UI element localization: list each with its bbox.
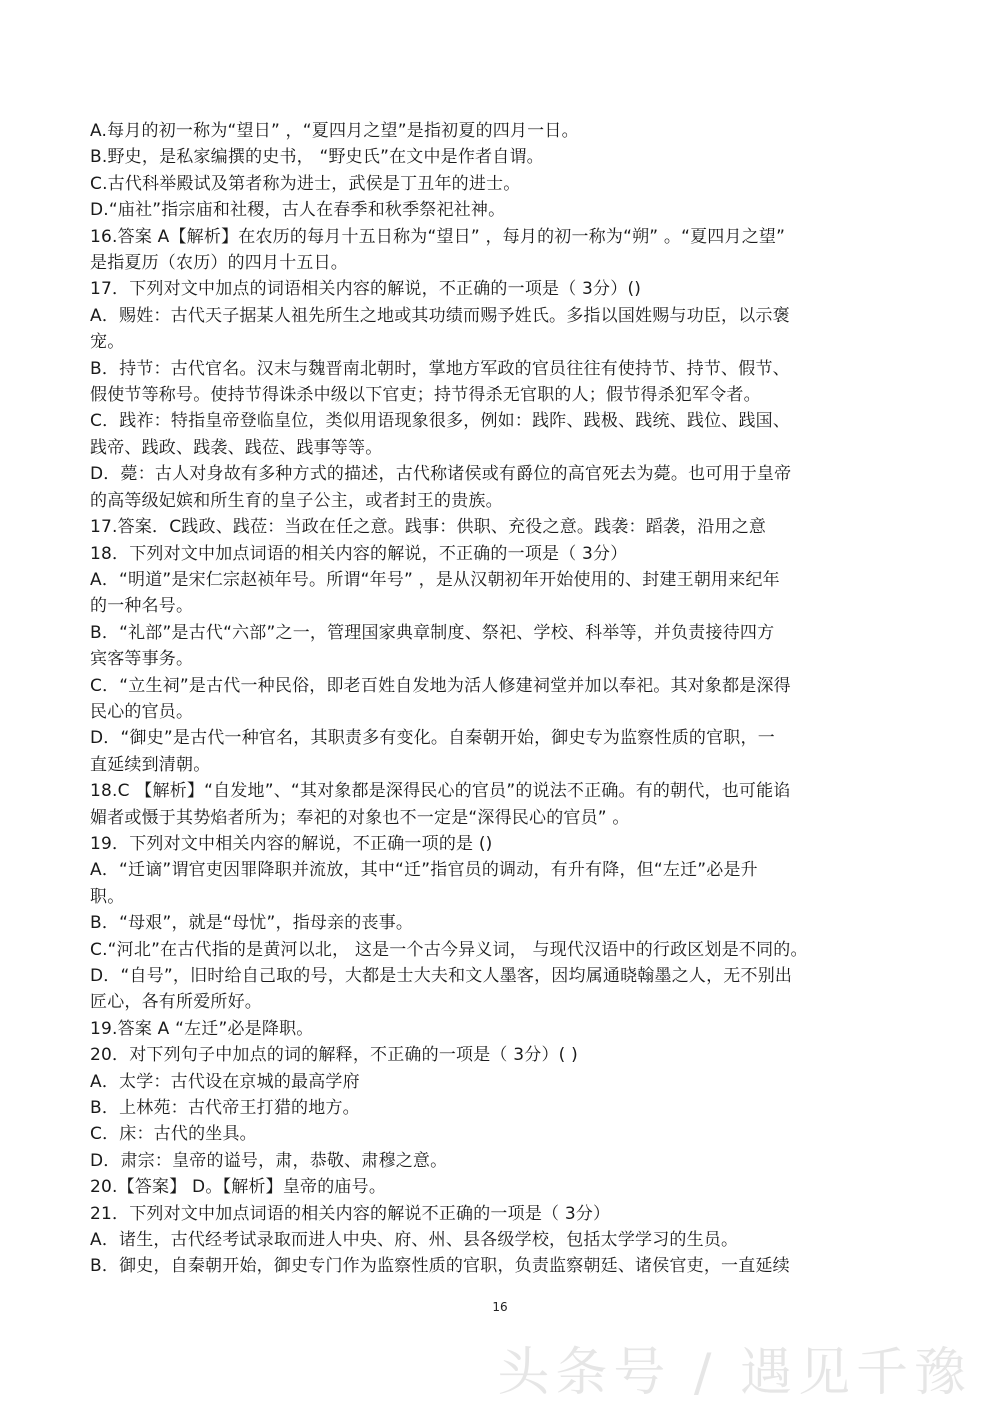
text-line: 21．下列对文中加点词语的相关内容的解说不正确的一项是（ 3分） <box>90 1203 611 1224</box>
text-line: C.“河北”在古代指的是黄河以北， 这是一个古今异义词， 与现代汉语中的行政区划是不同的。 <box>90 939 808 960</box>
text-line: A．“明道”是宋仁宗赵祯年号。所谓“年号” ，是从汉朝初年开始使用的、封建王朝用来纪年 <box>90 569 780 590</box>
text-line: 18．下列对文中加点词语的相关内容的解说，不正确的一项是（ 3分） <box>90 543 628 564</box>
text-line: 职。 <box>90 886 125 907</box>
text-line: 16.答案 A【解析】在农历的每月十五日称为“望日” ，每月的初一称为“朔” 。“夏四月之望” <box>90 226 786 247</box>
text-line: B．“礼部”是古代“六部”之一，管理国家典章制度、祭祀、学校、科举等，并负责接待四方 <box>90 622 775 643</box>
text-line: C．“立生祠”是古代一种民俗，即老百姓自发地为活人修建祠堂并加以奉祀。其对象都是深得 <box>90 675 791 696</box>
text-line: 的高等级妃嫔和所生育的皇子公主，或者封王的贵族。 <box>90 490 503 511</box>
text-line: B．持节：古代官名。汉末与魏晋南北朝时，掌地方军政的官员往往有使持节、持节、假节、 <box>90 358 790 379</box>
text-line: D．薨：古人对身故有多种方式的描述，古代称诸侯或有爵位的高官死去为薨。也可用于皇帝 <box>90 464 792 485</box>
text-line: B.野史，是私家编撰的史书， “野史氏”在文中是作者自谓。 <box>90 147 544 168</box>
text-line: 宠。 <box>90 332 125 353</box>
text-line: A.每月的初一称为“望日” ，“夏四月之望”是指初夏的四月一日。 <box>90 121 579 141</box>
text-line: A．赐姓：古代天子据某人祖先所生之地或其功绩而赐予姓氏。多指以国姓赐与功臣，以示褒 <box>90 305 790 326</box>
text-line: 19.答案 A “左迁”必是降职。 <box>90 1018 314 1039</box>
text-line: 直延续到清朝。 <box>90 754 211 775</box>
text-line: B．上林苑：古代帝王打猎的地方。 <box>90 1098 360 1119</box>
text-line: 20．对下列句子中加点的词的解释，不正确的一项是（ 3分）( ) <box>90 1045 578 1066</box>
text-line: 践帝、践政、践袭、践莅、践事等等。 <box>90 437 383 458</box>
text-line: 17．下列对文中加点的词语相关内容的解说，不正确的一项是（ 3分）() <box>90 279 642 300</box>
text-line: 宾客等事务。 <box>90 649 194 670</box>
text-line: B．御史，自秦朝开始，御史专门作为监察性质的官职，负责监察朝廷、诸侯官吏，一直延续 <box>90 1256 790 1277</box>
text-line: 匠心，各有所爱所好。 <box>90 992 262 1013</box>
document-body <box>90 118 920 1280</box>
text-line: 18.C 【解析】“自发地”、“其对象都是深得民心的官员”的说法不正确。有的朝代，也可能谄 <box>90 781 791 802</box>
text-line: D．肃宗：皇帝的谥号，肃，恭敬、肃穆之意。 <box>90 1150 448 1171</box>
page-number: 16 <box>492 1300 508 1314</box>
text-line: 假使节等称号。使持节得诛杀中级以下官吏；持节得杀无官职的人；假节得杀犯军令者。 <box>90 385 761 406</box>
text-line: A．太学：古代设在京城的最高学府 <box>90 1071 360 1092</box>
text-line: A．诸生，古代经考试录取而进人中央、府、州、县各级学校，包括太学学习的生员。 <box>90 1230 739 1251</box>
text-line: 20.【答案】 D。【解析】皇帝的庙号。 <box>90 1177 387 1198</box>
text-line: 19．下列对文中相关内容的解说，不正确一项的是 () <box>90 833 493 854</box>
text-line: D．“御史”是古代一种官名，其职责多有变化。自秦朝开始，御史专为监察性质的官职，一 <box>90 728 775 749</box>
text-line: C.古代科举殿试及第者称为进士，武侯是丁丑年的进士。 <box>90 173 521 194</box>
text-line: A．“迁谪”谓官吏因罪降职并流放，其中“迁”指官员的调动，有升有降，但“左迁”必是升 <box>90 860 758 881</box>
text-line: D.“庙社”指宗庙和社稷，古人在春季和秋季祭祀社神。 <box>90 200 506 221</box>
text-line: C．践祚：特指皇帝登临皇位，类似用语现象很多，例如：践阼、践极、践统、践位、践国、 <box>90 411 791 432</box>
text-line: D．“自号”，旧时给自己取的号，大都是士大夫和文人墨客，因均属通晓翰墨之人，无不别出 <box>90 966 793 986</box>
text-line: 17.答案．C践政、践莅：当政在任之意。践事：供职、充役之意。践袭：蹈袭，沿用之意 <box>90 517 767 538</box>
watermark: 头条号 / 遇见千豫 <box>497 1343 972 1403</box>
text-line: 的一种名号。 <box>90 596 194 617</box>
text-line: B．“母艰”，就是“母忧”，指母亲的丧事。 <box>90 913 414 934</box>
text-line: 民心的官员。 <box>90 701 194 722</box>
text-line: C．床：古代的坐具。 <box>90 1124 257 1145</box>
text-line: 媚者或慑于其势焰者所为；奉祀的对象也不一定是“深得民心的官员” 。 <box>90 807 630 828</box>
text-line: 是指夏历（农历）的四月十五日。 <box>90 253 348 274</box>
